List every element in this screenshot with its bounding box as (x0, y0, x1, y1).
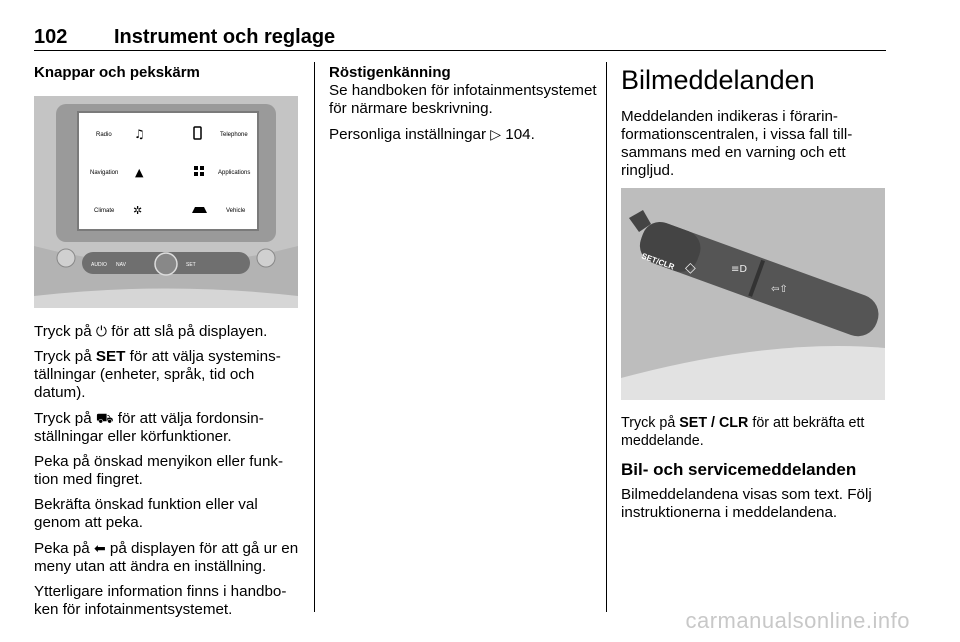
column-divider (606, 62, 607, 612)
page-reference-icon: ▷ (490, 126, 502, 142)
paragraph: Tryck på ⏻ för att slå på displayen. (34, 323, 268, 340)
section-title: Bilmeddelanden (621, 65, 815, 95)
label-climate: Climate (94, 208, 115, 214)
stalk-illustration (621, 188, 885, 400)
paragraph: Tryck på SET / CLR för att bekräfta ett meddelande. (621, 415, 865, 449)
paragraph: Ytterligare information finns i handboken för infotainmentsystemet. (34, 583, 287, 618)
paragraph: Tryck på ⛟ för att välja fordonsinställningar eller körfunktioner. (34, 410, 264, 445)
page-header (34, 26, 886, 51)
column-2 (329, 64, 599, 151)
stalk-figure (621, 188, 885, 400)
music-note-icon: ♫ (134, 127, 145, 141)
column-divider (314, 62, 315, 612)
section-heading: Röstigenkänning (329, 64, 451, 81)
wiper-icon: ⇦⇧ (771, 284, 788, 295)
section-heading: Bil- och servicemeddelanden (621, 460, 857, 479)
label-set-clr: SET/CLR (640, 251, 676, 272)
page-number: 102 (34, 26, 68, 48)
column-1 (34, 64, 300, 626)
paragraph: Personliga inställningar ▷ 104. (329, 126, 535, 143)
label-nav: NAV (116, 262, 126, 268)
power-knob (155, 253, 177, 275)
label-set: SET (186, 262, 196, 268)
infotainment-figure (34, 96, 298, 308)
watermark: carmanualsonline.info (685, 608, 910, 633)
light-icon: ≡D (731, 264, 748, 275)
label-navigation: Navigation (90, 170, 119, 176)
rocker-icon: ◇ (685, 260, 696, 276)
power-icon: ⏻ (95, 323, 107, 339)
paragraph: Se handboken för infotainmentsystemet för närmare beskrivning. (329, 82, 597, 117)
section-heading: Knappar och pekskärm (34, 64, 200, 81)
paragraph: Bekräfta önskad funktion eller val genom att peka. (34, 496, 258, 531)
climate-icon: ✲ (133, 204, 143, 217)
paragraph: Peka på ⬅ på displayen för att gå ur en meny utan att ändra en inställning. (34, 540, 299, 575)
label-applications: Applications (218, 170, 251, 176)
back-arrow-icon: ⬅ (93, 540, 106, 556)
paragraph: Bilmeddelandena visas som text. Följ instruktionerna i meddelandena. (621, 486, 872, 521)
label-audio: AUDIO (91, 262, 107, 268)
label-vehicle: Vehicle (226, 208, 246, 214)
infotainment-illustration (34, 96, 298, 308)
car-icon: ⛟ (95, 410, 114, 426)
label-telephone: Telephone (220, 132, 248, 138)
navigation-icon: ▲ (135, 166, 144, 179)
column-3 (621, 64, 889, 529)
page-title: Instrument och reglage (114, 26, 336, 48)
paragraph: Meddelanden indikeras i förarinformationscentralen, i vissa fall tillsammans med en varning och ett ringljud. (621, 108, 853, 179)
paragraph: Tryck på SET för att välja systeminställningar (enheter, språk, tid och datum). (34, 348, 281, 401)
label-radio: Radio (96, 132, 112, 138)
paragraph: Peka på önskad menyikon eller funktion med fingret. (34, 453, 284, 488)
